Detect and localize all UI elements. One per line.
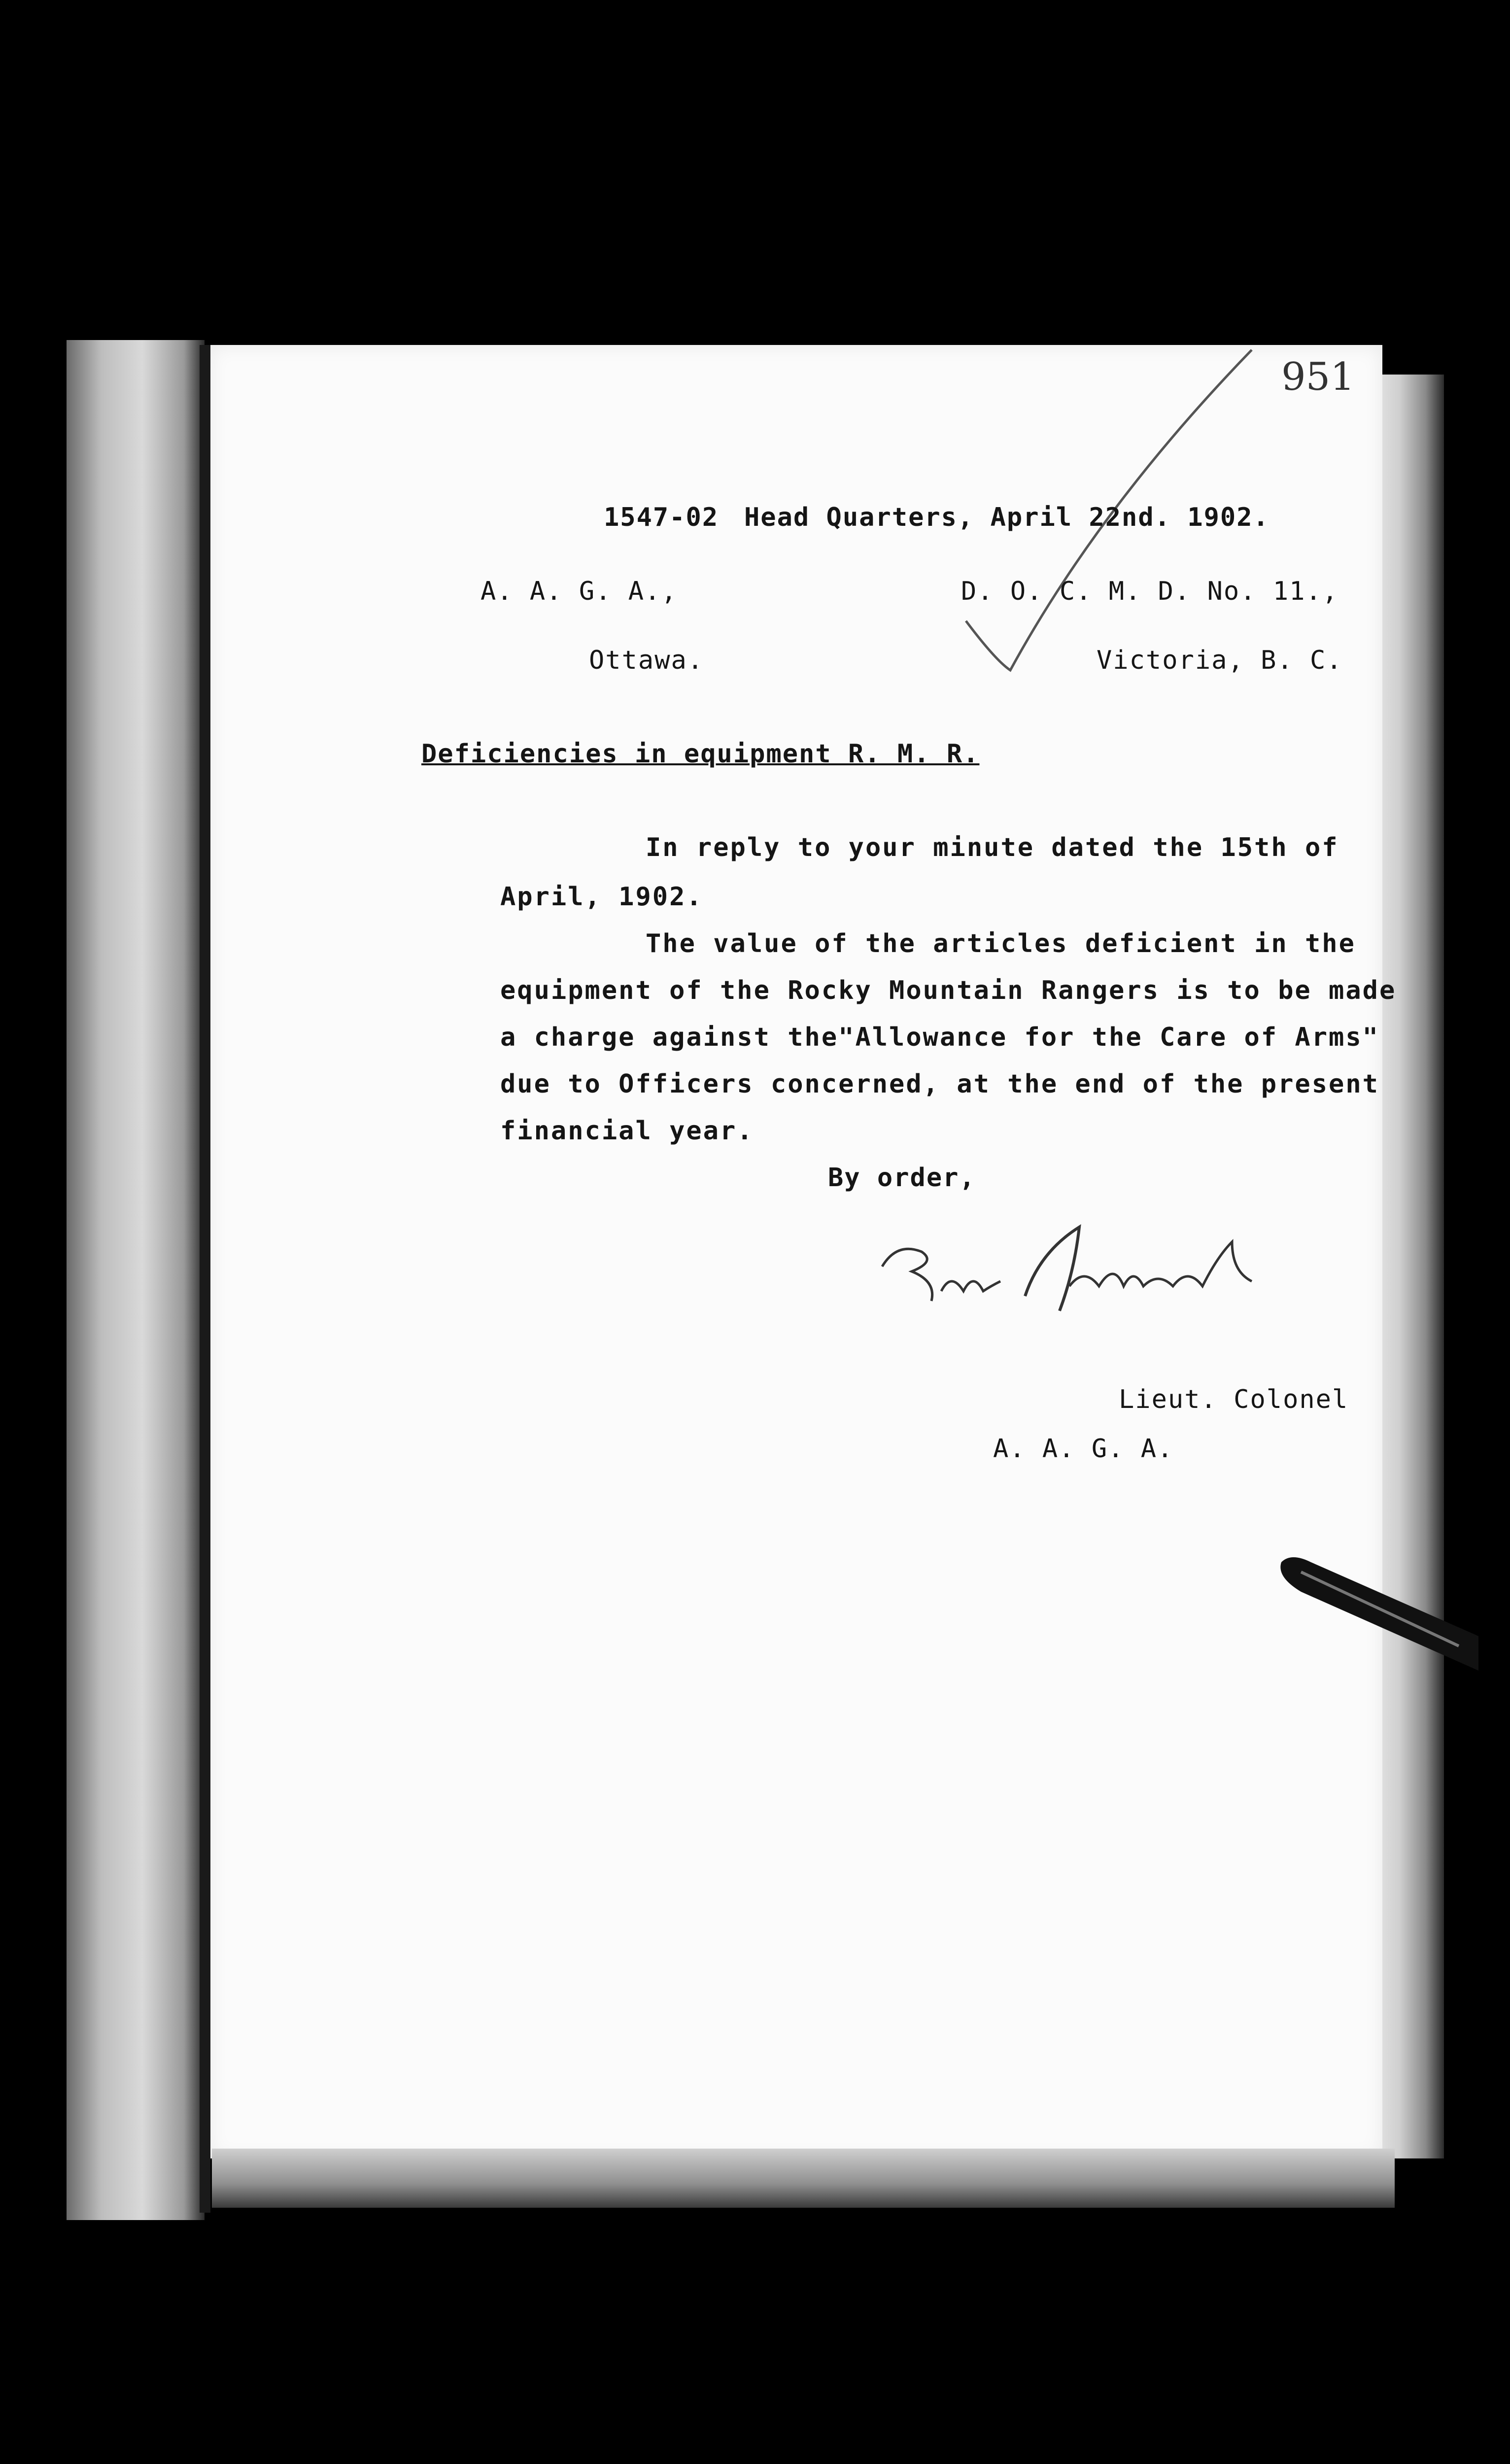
file-reference: 1547-02: [604, 503, 719, 532]
binding-shadow: [200, 345, 210, 2213]
addressee-city: Ottawa.: [589, 646, 704, 675]
body-line: a charge against the"Allowance for the Care of Arms": [500, 1023, 1379, 1052]
signatory-rank: Lieut. Colonel: [1119, 1385, 1349, 1414]
pen-icon: [1271, 1552, 1478, 1676]
body-line: equipment of the Rocky Mountain Rangers is to be made: [500, 976, 1397, 1005]
subject-line: Deficiencies in equipment R. M. R.: [421, 739, 980, 769]
addressee: A. A. G. A.,: [480, 577, 678, 606]
body-line: The value of the articles deficient in the: [646, 929, 1356, 958]
body-line: In reply to your minute dated the 15th of: [646, 833, 1339, 862]
page-bottom-edge: [212, 2149, 1395, 2208]
closing: By order,: [828, 1163, 976, 1193]
folio-number: 951: [1281, 355, 1355, 399]
body-line: financial year.: [500, 1116, 754, 1146]
body-line: due to Officers concerned, at the end of the present: [500, 1069, 1379, 1099]
handwritten-signature: [877, 1212, 1281, 1331]
letterbook-binding: [67, 340, 205, 2220]
body-line: April, 1902.: [500, 882, 703, 912]
signatory-title: A. A. G. A.: [993, 1434, 1174, 1464]
letter-heading: Head Quarters, April 22nd. 1902.: [744, 503, 1270, 532]
sender-city: Victoria, B. C.: [1097, 646, 1343, 675]
sender: D. O. C. M. D. No. 11.,: [961, 577, 1339, 606]
